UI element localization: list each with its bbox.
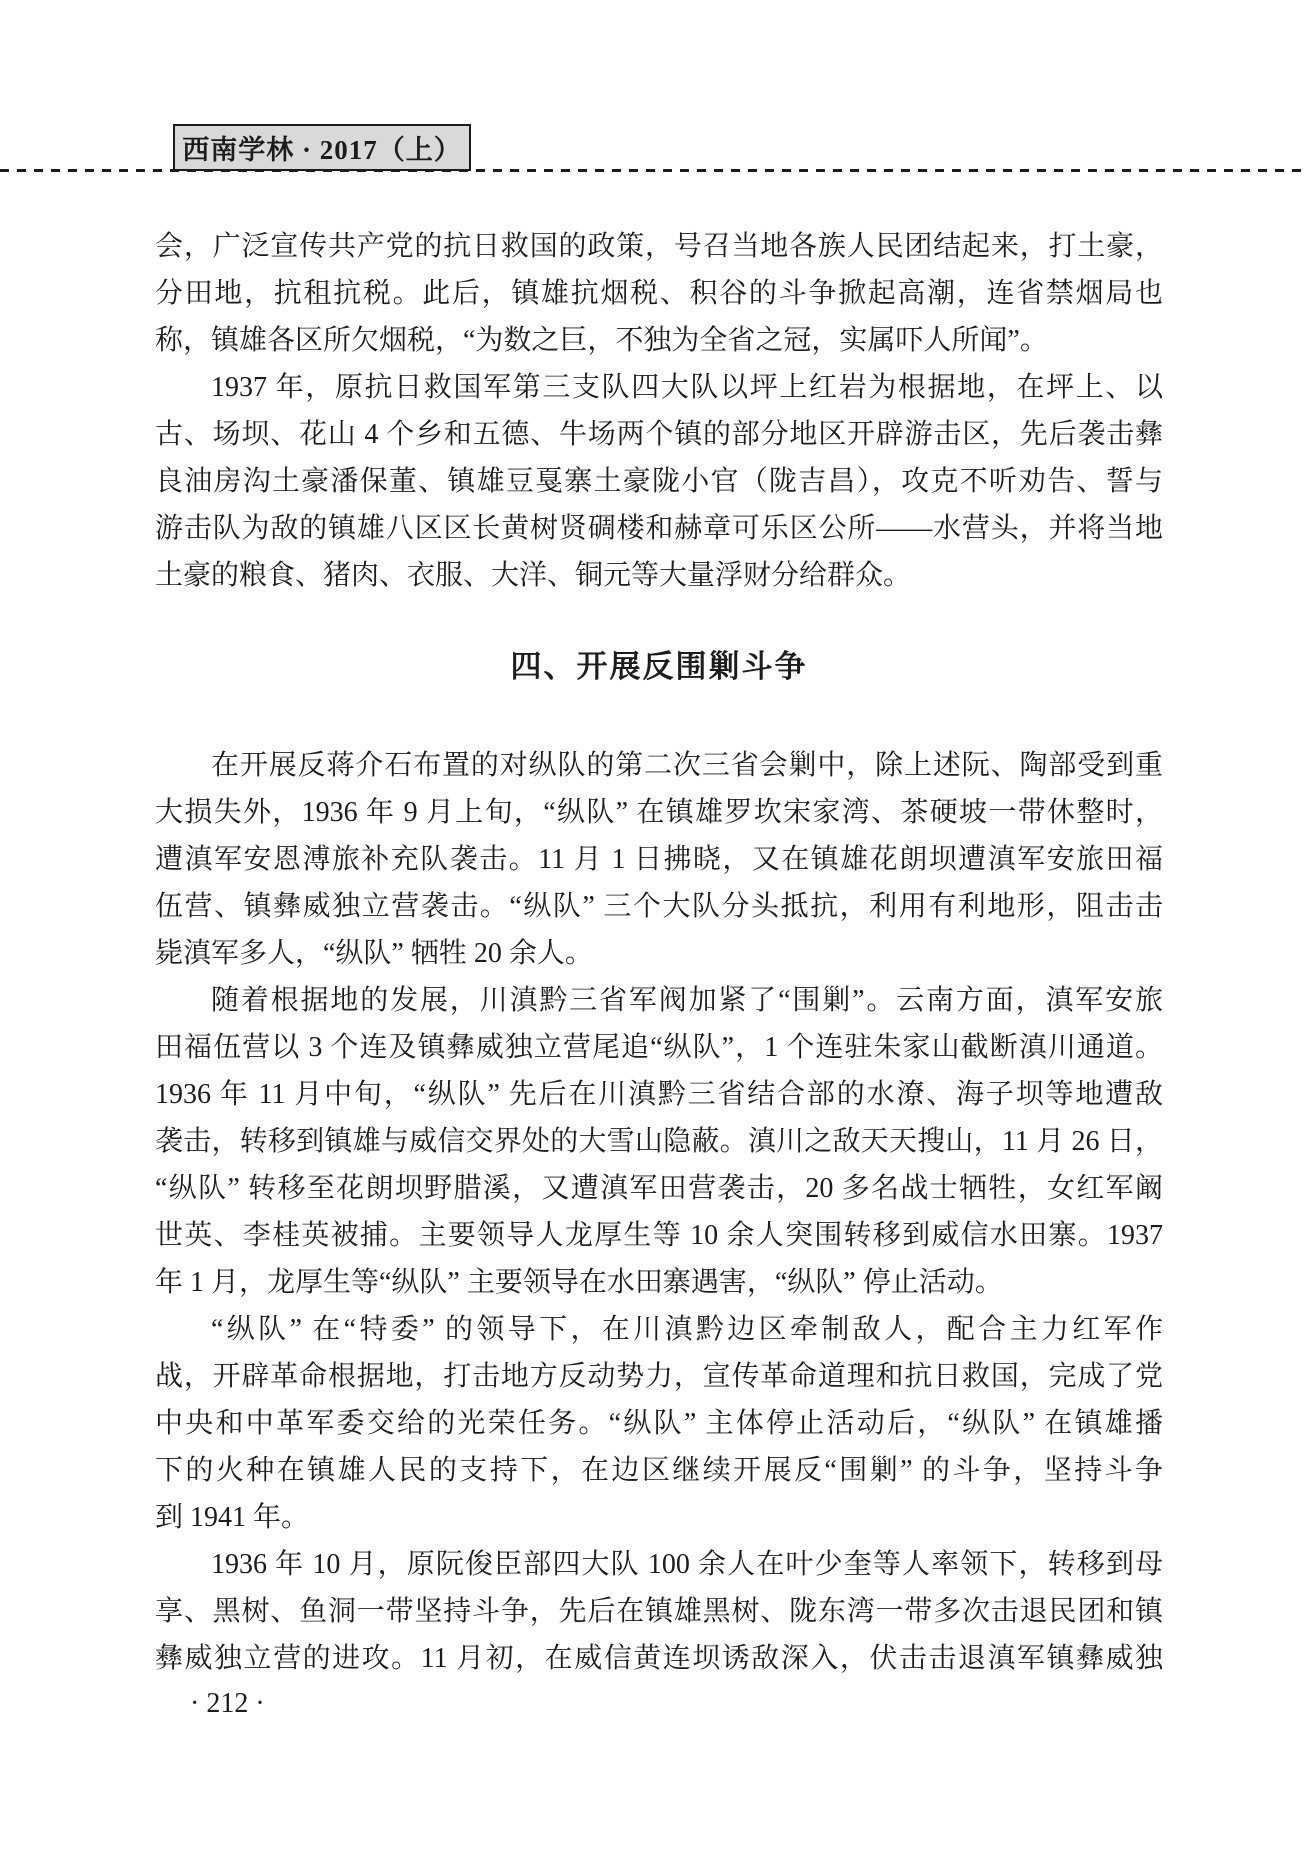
text-line: 中央和中革军委交给的光荣任务。“纵队” 主体停止活动后，“纵队” 在镇雄播 <box>155 1408 1163 1439</box>
text-line: 土豪的粮食、猪肉、衣服、大洋、铜元等大量浮财分给群众。 <box>155 560 912 591</box>
text-line: “纵队” 转移至花朗坝野腊溪，又遭滇军田营袭击，20 多名战士牺牲，女红军阚 <box>155 1173 1163 1204</box>
paragraph <box>155 1306 1163 1541</box>
text-line: 彝威独立营的进攻。11 月初，在威信黄连坝诱敌深入，伏击击退滇军镇彝威独 <box>155 1643 1163 1674</box>
text-line: 遭滇军安恩溥旅补充队袭击。11 月 1 日拂晓，又在镇雄花朗坝遭滇军安旅田福 <box>155 844 1163 875</box>
text-line: 1936 年 10 月，原阮俊臣部四大队 100 余人在叶少奎等人率领下，转移到母 <box>211 1549 1163 1580</box>
text-line: 伍营、镇彝威独立营袭击。“纵队” 三个大队分头抵抗，利用有利地形，阻击击 <box>155 891 1163 922</box>
text-line: 1937 年，原抗日救国军第三支队四大队以坪上红岩为根据地，在坪上、以 <box>211 372 1163 403</box>
text-line: 在开展反蒋介石布置的对纵队的第二次三省会剿中，除上述阮、陶部受到重 <box>211 750 1163 781</box>
text-line: 田福伍营以 3 个连及镇彝威独立营尾追“纵队”，1 个连驻朱家山截断滇川通道。 <box>155 1032 1163 1063</box>
text-line: 下的火种在镇雄人民的支持下，在边区继续开展反“围剿” 的斗争，坚持斗争 <box>155 1455 1163 1486</box>
paragraph <box>155 977 1163 1306</box>
text-line: “纵队” 在“特委” 的领导下，在川滇黔边区牵制敌人，配合主力红军作 <box>211 1314 1163 1345</box>
journal-header-box <box>173 124 471 171</box>
text-line: 会，广泛宣传共产党的抗日救国的政策，号召当地各族人民团结起来，打土豪， <box>155 231 1163 262</box>
text-line: 游击队为敌的镇雄八区区长黄树贤碉楼和赫章可乐区公所——水营头，并将当地 <box>155 513 1163 544</box>
section-heading: 四、开展反围剿斗争 <box>510 649 808 684</box>
paragraph <box>155 742 1163 977</box>
paragraph <box>155 223 1163 364</box>
page-number: · 212 · <box>190 1688 265 1719</box>
text-line: 毙滇军多人，“纵队” 牺牲 20 余人。 <box>155 938 593 969</box>
text-line: 到 1941 年。 <box>155 1502 310 1533</box>
paragraph <box>155 1541 1163 1682</box>
text-line: 随着根据地的发展，川滇黔三省军阀加紧了“围剿”。云南方面，滇军安旅 <box>211 985 1163 1016</box>
text-line: 古、场坝、花山 4 个乡和五德、牛场两个镇的部分地区开辟游击区，先后袭击彝 <box>155 419 1163 450</box>
text-line: 战，开辟革命根据地，打击地方反动势力，宣传革命道理和抗日救国，完成了党 <box>155 1361 1163 1392</box>
paragraph <box>155 364 1163 599</box>
text-line: 袭击，转移到镇雄与威信交界处的大雪山隐蔽。滇川之敌天天搜山，11 月 26 日， <box>155 1126 1163 1157</box>
text-line: 称，镇雄各区所欠烟税，“为数之巨，不独为全省之冠，实属吓人所闻”。 <box>155 325 1048 356</box>
text-line: 年 1 月，龙厚生等“纵队” 主要领导在水田寨遇害，“纵队” 停止活动。 <box>155 1267 1003 1298</box>
text-line: 分田地，抗租抗税。此后，镇雄抗烟税、积谷的斗争掀起高潮，连省禁烟局也 <box>155 278 1163 309</box>
journal-title: 西南学林 · 2017（上） <box>182 135 462 165</box>
text-line: 享、黑树、鱼洞一带坚持斗争，先后在镇雄黑树、陇东湾一带多次击退民团和镇 <box>155 1596 1163 1627</box>
body-text <box>155 223 1163 1682</box>
text-line: 1936 年 11 月中旬，“纵队” 先后在川滇黔三省结合部的水潦、海子坝等地遭敌 <box>155 1079 1163 1110</box>
text-line: 世英、李桂英被捕。主要领导人龙厚生等 10 余人突围转移到威信水田寨。1937 <box>155 1220 1163 1251</box>
text-line: 良油房沟土豪潘保董、镇雄豆戛寨土豪陇小官（陇吉昌），攻克不听劝告、誓与 <box>155 466 1163 497</box>
text-line: 大损失外，1936 年 9 月上旬，“纵队” 在镇雄罗坎宋家湾、茶硬坡一带休整时， <box>155 797 1163 828</box>
